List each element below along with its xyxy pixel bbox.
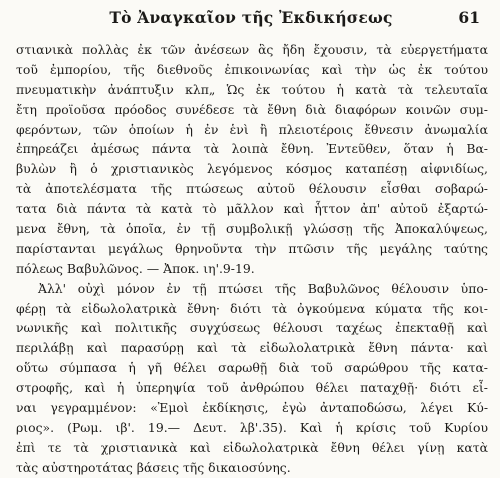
page-number: 61 bbox=[458, 8, 480, 27]
paragraph-1 bbox=[16, 40, 488, 279]
text-line: ἐπηρεάζει ἀμέσως πάντα τὰ λοιπὰ ἔθνη. Ἐντεῦθεν, ὅταν ἡ Βα- bbox=[16, 141, 488, 157]
text-line: ναι γεγραμμένον: «Ἐμοὶ ἐκδίκησις, ἐγὼ ἀνταποδώσω, λέγει Κύ- bbox=[16, 400, 488, 416]
text-line: νωνικῆς καὶ πολιτικῆς συγχύσεως θέλουσι ταχέως ἐπεκταθῇ καὶ bbox=[16, 320, 488, 336]
text-line: μενα ἔθνη, τὰ ὁποῖα, ἐν τῇ συμβολικῇ γλώσσῃ τῆς Ἀποκαλύψεως, bbox=[16, 221, 488, 237]
text-line: στροφῆς, καὶ ἡ ὑπερηψία τοῦ ἀνθρώπου θέλει παταχθῇ· διότι εἶ- bbox=[16, 380, 488, 396]
text-line: οὕτω σύμπασα ἡ γῆ θέλει σαρωθῇ διὰ τοῦ σαρώθρου τῆς κατα- bbox=[16, 360, 488, 376]
text-line: τοῦ ἐμπορίου, τῆς διεθνοῦς ἐπικοινωνίας καὶ τὴν ὡς ἐκ τούτου bbox=[16, 61, 488, 77]
text-line: φέρῃ τὰ εἰδωλολατρικὰ ἔθνη· διότι τὰ ὀγκούμενα κύματα τῆς κοι- bbox=[16, 300, 488, 316]
text-line: παρίστανται μεγάλως θρηνοῦντα τὴν πτῶσιν τῆς μεγάλης ταύτης bbox=[16, 240, 488, 256]
text-line: ριος». (Ρωμ. ιβ'. 19.— Δευτ. λβ'.35). Καὶ ἡ κρίσις τοῦ Κυρίου bbox=[16, 419, 488, 435]
paragraph-2 bbox=[16, 279, 488, 478]
text-line: περιλάβῃ καὶ παρασύρῃ καὶ τὰ εἰδωλολατρικὰ ἔθνη πάντα· καὶ bbox=[16, 340, 488, 356]
text-line: πνευματικὴν ἀνάπτυξιν κλπ„ Ὡς ἐκ τούτου ἡ κατὰ τὰ τελευταῖα bbox=[16, 81, 488, 97]
text-line: ἐπὶ τε τὰ χριστιανικὰ καὶ εἰδωλολατρικὰ ἔθνη θέλει γίνῃ κατὰ bbox=[16, 439, 488, 455]
text-line: τὰ ἀποτελέσματα τῆς πτώσεως αὐτοῦ θέλουσιν εἶσθαι σοβαρώ- bbox=[16, 181, 488, 197]
text-line: τατα διὰ πάντα τὰ κατὰ τὸ μᾶλλον καὶ ἧττον ἀπ' αὐτοῦ ἐξαρτώ- bbox=[16, 201, 488, 217]
text-line: Ἀλλ' οὐχὶ μόνον ἐν τῇ πτώσει τῆς Βαβυλῶνος θέλουσιν ὑπο- bbox=[38, 280, 488, 296]
text-line: βυλὼν ἢ ὁ χριστιανικὸς λεγόμενος κόσμος καταπέσῃ αἰφνιδίως, bbox=[16, 161, 488, 177]
body-text bbox=[16, 40, 488, 478]
text-line: πόλεως Βαβυλῶνος. — Ἀποκ. ιη'.9-19. bbox=[16, 260, 255, 276]
text-line: τὰς αὐστηροτάτας βάσεις τῆς δικαιοσύνης. bbox=[16, 459, 291, 475]
text-line: ἔτη προϊοῦσα πρόοδος συνέδεσε τὰ ἔθνη διὰ διαφόρων κοινῶν συμ- bbox=[16, 101, 488, 117]
text-line: στιανικὰ πολλὰς ἐκ τῶν ἀνέσεων ἃς ἤδη ἔχουσιν, τὰ εὐεργετήματα bbox=[16, 42, 488, 57]
page-header bbox=[16, 6, 486, 32]
text-line: φερόντων, τῶν ὁποίων ἡ ἐν ἑνὶ ἢ πλειοτέροις ἔθνεσιν ἀνωμαλία bbox=[16, 121, 488, 137]
running-head-title: Τὸ Ἀναγκαῖον τῆς Ἐκδικήσεως bbox=[109, 8, 393, 27]
